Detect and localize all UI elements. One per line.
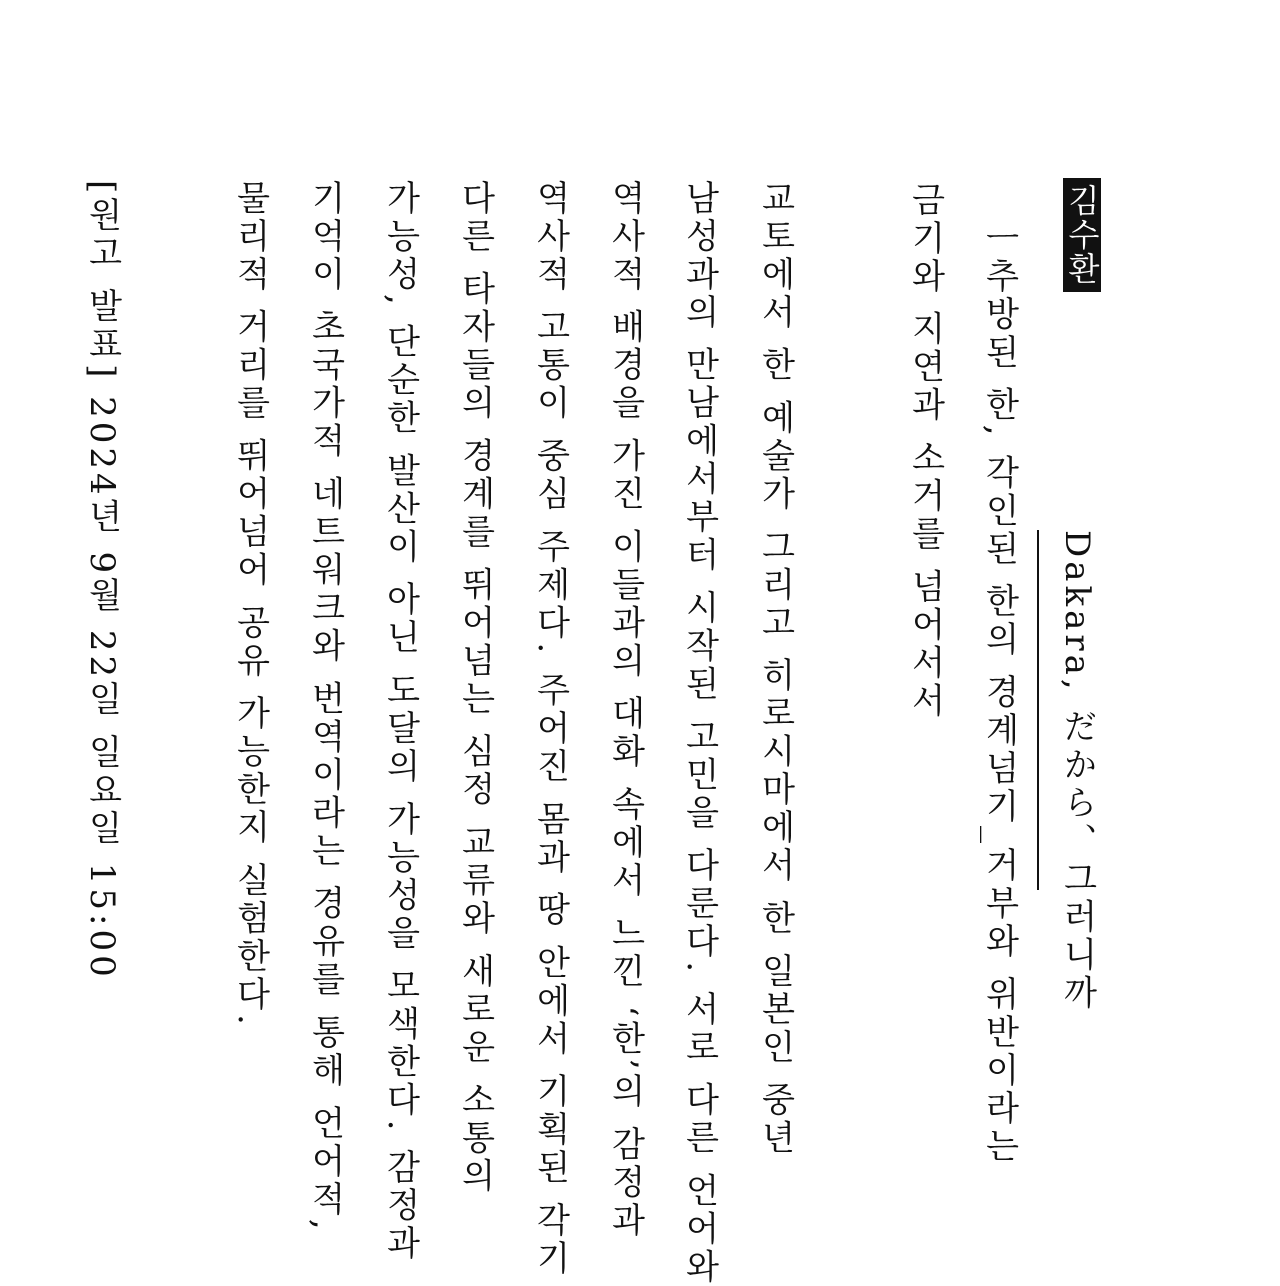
body-line-8: 물리적 거리를 뛰어넘어 공유 가능한지 실험한다.	[230, 180, 270, 1029]
author-name: 김수환	[1063, 178, 1101, 292]
release-info: [원고 발표] 2024년 9월 22일 일요일 15:00	[82, 180, 122, 981]
body-line-1: 교토에서 한 예술가 그리고 히로시마에서 한 일본인 중년	[755, 180, 795, 1158]
title-line-1: ㅡ추방된 한, 각인된 한의 경계넘기_거부와 위반이라는	[979, 220, 1019, 1166]
body-line-2: 남성과의 만남에서부터 시작된 고민을 다룬다. 서로 다른 언어와	[679, 180, 719, 1286]
body-line-3: 역사적 배경을 가진 이들과의 대화 속에서 느낀 ‘한’의 감정과	[605, 180, 645, 1241]
body-line-6: 가능성, 단순한 발산이 아닌 도달의 가능성을 모색한다. 감정과	[380, 180, 420, 1264]
body-line-5: 다른 타자들의 경계를 뛰어넘는 심정 교류와 새로운 소통의	[455, 180, 495, 1196]
title-divider	[1037, 530, 1039, 890]
body-line-4: 역사적 고통이 중심 주제다. 주어진 몸과 땅 안에서 기획된 각기	[530, 180, 570, 1279]
subtitle: Dakara, だから、그러니까	[1057, 530, 1097, 1013]
body-line-7: 기억이 초국가적 네트워크와 번역이라는 경유를 통해 언어적,	[305, 180, 345, 1234]
title-line-2: 금기와 지연과 소거를 넘어서서	[905, 182, 945, 721]
